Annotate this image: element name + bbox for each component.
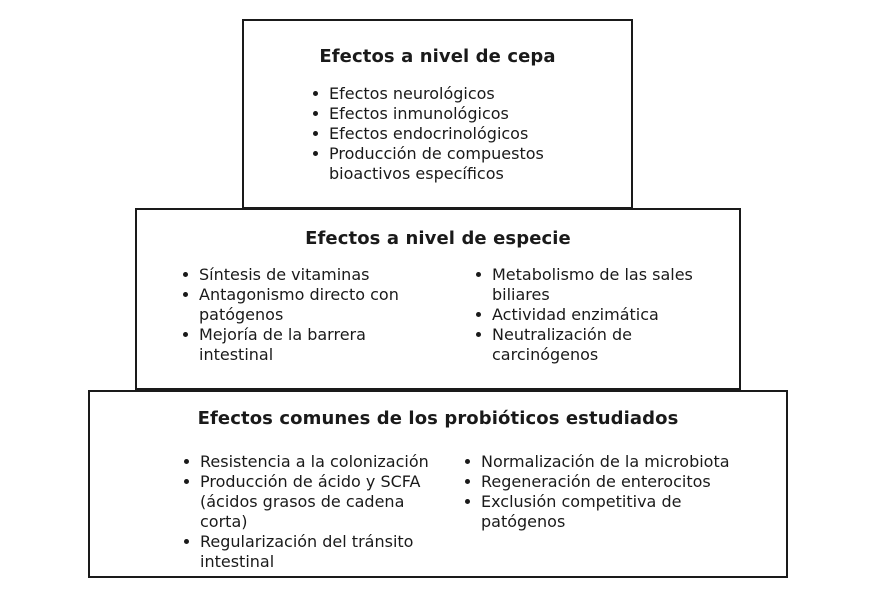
species-level-list-left bbox=[181, 265, 426, 365]
common-effects-box bbox=[88, 390, 788, 578]
list-item: Síntesis de vitaminas bbox=[181, 265, 426, 285]
list-item: Regeneración de enterocitos bbox=[463, 472, 763, 492]
list-item: Exclusión competitiva de patógenos bbox=[463, 492, 763, 532]
common-effects-list-right bbox=[463, 452, 763, 532]
species-level-list-right bbox=[474, 265, 724, 365]
strain-level-list bbox=[311, 84, 611, 184]
list-item: Producción de ácido y SCFA (ácidos grasos de cadena corta) bbox=[182, 472, 447, 532]
list-item: Antagonismo directo con patógenos bbox=[181, 285, 426, 325]
list-item: Metabolismo de las sales biliares bbox=[474, 265, 724, 305]
strain-level-title: Efectos a nivel de cepa bbox=[319, 46, 556, 67]
list-item: Normalización de la microbiota bbox=[463, 452, 763, 472]
list-item: Regularización del tránsito intestinal bbox=[182, 532, 447, 572]
list-item: Neutralización de carcinógenos bbox=[474, 325, 724, 365]
species-level-box bbox=[135, 208, 741, 390]
species-level-title: Efectos a nivel de especie bbox=[305, 228, 571, 249]
list-item: Mejoría de la barrera intestinal bbox=[181, 325, 426, 365]
list-item: Efectos neurológicos bbox=[311, 84, 611, 104]
list-item: Producción de compuestos bioactivos específicos bbox=[311, 144, 611, 184]
strain-level-box bbox=[242, 19, 633, 209]
list-item: Efectos endocrinológicos bbox=[311, 124, 611, 144]
list-item: Efectos inmunológicos bbox=[311, 104, 611, 124]
list-item: Actividad enzimática bbox=[474, 305, 724, 325]
list-item: Resistencia a la colonización bbox=[182, 452, 447, 472]
common-effects-list-left bbox=[182, 452, 447, 572]
common-effects-title: Efectos comunes de los probióticos estudiados bbox=[197, 408, 679, 429]
